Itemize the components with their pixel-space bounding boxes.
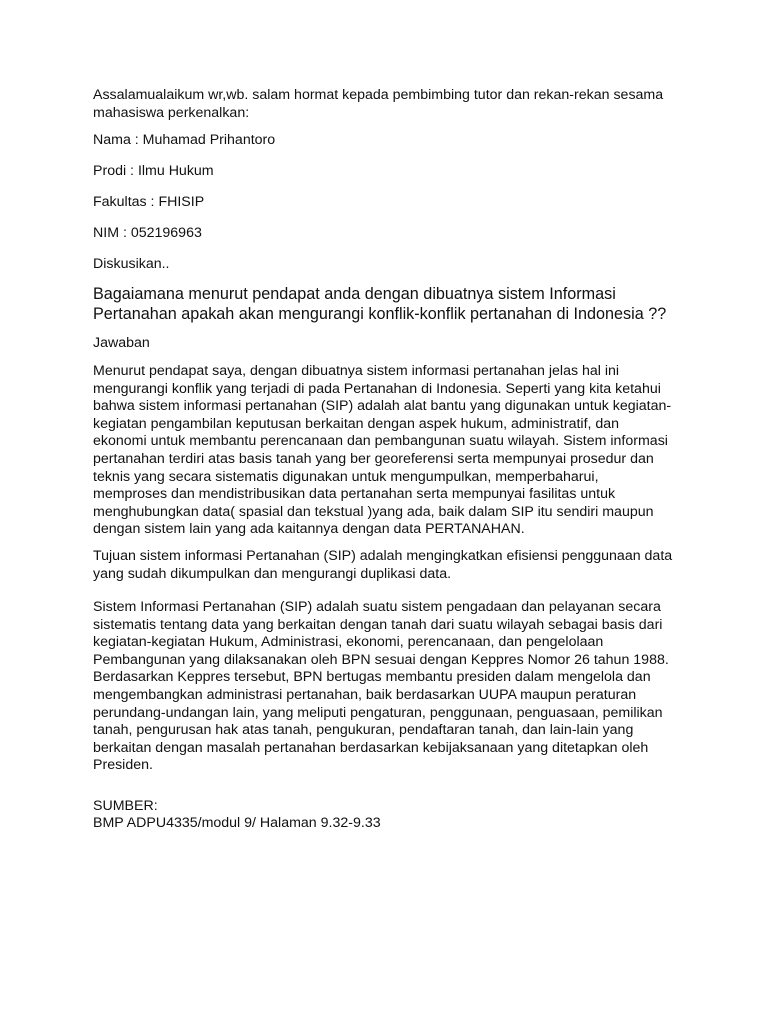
profile-nim: NIM : 052196963: [93, 225, 202, 241]
profile-faculty: Fakultas : FHISIP: [93, 194, 205, 210]
profile-program: Prodi : Ilmu Hukum: [93, 163, 214, 179]
greeting-text: Assalamualaikum wr,wb. salam hormat kepada pembimbing tutor dan rekan-rekan sesama mahasiswa perkenalkan:: [93, 87, 664, 121]
question-text: Bagaiamana menurut pendapat anda dengan dibuatnya sistem Informasi Pertanahan apakah akan mengurangi konflik-konflik pertanahan di Indonesia ??: [93, 285, 667, 323]
profile-name: Nama : Muhamad Prihantoro: [93, 132, 276, 148]
discussion-label: Diskusikan..: [93, 256, 170, 272]
answer-paragraph-2: Tujuan sistem informasi Pertanahan (SIP) adalah mengingkatkan efisiensi penggunaan data yang sudah dikumpulkan dan mengurangi duplikasi data.: [93, 548, 673, 582]
source-label: SUMBER:: [93, 798, 158, 814]
source-reference: BMP ADPU4335/modul 9/ Halaman 9.32-9.33: [93, 815, 381, 831]
answer-paragraph-3: Sistem Informasi Pertanahan (SIP) adalah suatu sistem pengadaan dan pelayanan secara sistematis tentang data yang berkaitan dengan tanah dari suatu wilayah sebagai basis dari kegiatan-kegiatan Hukum, Administrasi, ekonomi, perencanaan, dan pengelolaan Pembangunan yang dilaksanakan oleh BPN sesuai dengan Keppres Nomor 26 tahun 1988. Berdasarkan Keppres tersebut, BPN bertugas membantu presiden dalam mengelola dan mengembangkan administrasi pertanahan, baik berdasarkan UUPA maupun peraturan perundang-undangan lain, yang meliputi pengaturan, penggunaan, penguasaan, pemilikan tanah, pengurusan hak atas tanah, pengukuran, pendaftaran tanah, dan lain-lain yang berkaitan dengan masalah pertanahan berdasarkan kebijaksanaan yang ditetapkan oleh Presiden.: [93, 599, 669, 774]
answer-label: Jawaban: [93, 335, 150, 351]
answer-paragraph-1: Menurut pendapat saya, dengan dibuatnya sistem informasi pertanahan jelas hal ini mengurangi konflik yang terjadi di pada Pertanahan di Indonesia. Seperti yang kita ketahui bahwa sistem informasi pertanahan (SIP) adalah alat bantu yang digunakan untuk kegiatan- kegiatan pengambilan keputusan berkaitan dengan aspek hukum, administratif, dan ekonomi untuk membantu perencanaan dan pembangunan suatu wilayah. Sistem informasi pertanahan terdiri atas basis tanah yang ber georeferensi serta mempunyai prosedur dan teknis yang secara sistematis digunakan untuk mengumpulkan, memperbaharui, memproses dan mendistribusikan data pertanahan serta mempunyai fasilitas untuk menghubungkan data( spasial dan tekstual )yang ada, baik dalam SIP itu sendiri maupun dengan sistem lain yang ada kaitannya dengan data PERTANAHAN.: [93, 363, 672, 538]
